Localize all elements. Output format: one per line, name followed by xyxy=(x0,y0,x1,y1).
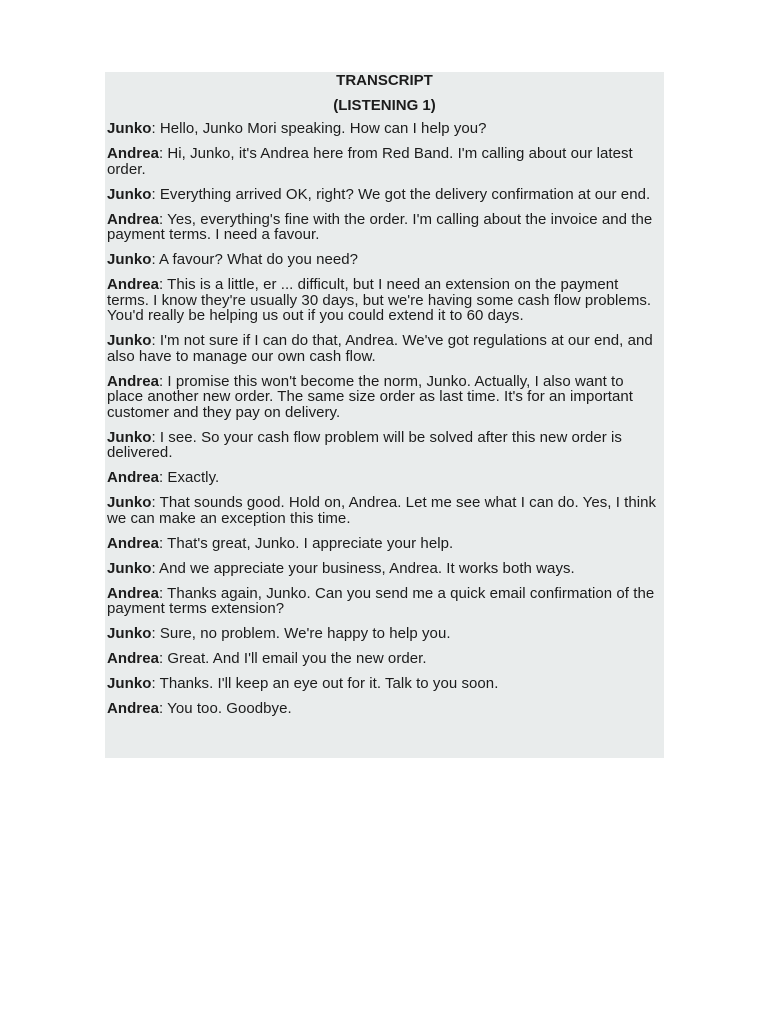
speaker-name: Andrea xyxy=(107,372,159,390)
dialogue-line xyxy=(107,430,662,461)
dialogue-text: : Thanks. I'll keep an eye out for it. Talk to you soon. xyxy=(151,675,499,692)
speaker-name: Andrea xyxy=(107,534,159,552)
speaker-name: Andrea xyxy=(107,210,159,228)
dialogue-text: : This is a little, er ... difficult, but I need an extension on the payment terms. I know they're usually 30 days, but we're having some cash flow problems. You'd really be helping us out if you could extend it to 60 days. xyxy=(107,276,652,324)
dialogue-text: : Hi, Junko, it's Andrea here from Red Band. I'm calling about our latest order. xyxy=(107,145,633,178)
speaker-name: Junko xyxy=(107,494,152,511)
dialogue-text: : I see. So your cash flow problem will be solved after this new order is delivered. xyxy=(107,428,622,461)
dialogue-line xyxy=(107,536,662,552)
dialogue-line xyxy=(107,676,662,692)
dialogue-text: : A favour? What do you need? xyxy=(151,251,359,268)
dialogue-line xyxy=(107,212,662,243)
dialogue-line xyxy=(107,121,662,137)
dialogue-line xyxy=(107,495,662,526)
speaker-name: Andrea xyxy=(107,700,159,717)
dialogue-text: : Yes, everything's fine with the order. I'm calling about the invoice and the payment terms. I need a favour. xyxy=(107,210,653,243)
dialogue-line xyxy=(107,470,662,486)
dialogue-line xyxy=(107,626,662,642)
speaker-name: Junko xyxy=(107,428,152,446)
dialogue-line xyxy=(107,586,662,617)
dialogue-text: : Sure, no problem. We're happy to help you. xyxy=(151,625,451,642)
speaker-name: Junko xyxy=(107,625,152,642)
speaker-name: Andrea xyxy=(107,145,159,162)
dialogue-text: : Thanks again, Junko. Can you send me a quick email confirmation of the payment terms extension? xyxy=(107,584,655,617)
dialogue-line xyxy=(107,187,662,203)
speaker-name: Junko xyxy=(107,559,152,577)
dialogue-text: : Great. And I'll email you the new order. xyxy=(158,650,427,667)
speaker-name: Junko xyxy=(107,675,152,692)
dialogue-text: : That's great, Junko. I appreciate your help. xyxy=(158,534,454,552)
speaker-name: Junko xyxy=(107,120,152,137)
speaker-name: Junko xyxy=(107,332,152,349)
dialogue-line xyxy=(107,374,662,421)
speaker-name: Andrea xyxy=(107,276,159,293)
dialogue-text: : That sounds good. Hold on, Andrea. Let me see what I can do. Yes, I think we can make an exception this time. xyxy=(107,494,657,527)
speaker-name: Andrea xyxy=(107,584,159,602)
transcript-panel xyxy=(105,72,664,758)
dialogue-line xyxy=(107,146,662,177)
dialogue-text: : You too. Goodbye. xyxy=(158,700,292,717)
transcript-title: TRANSCRIPT xyxy=(336,72,433,89)
dialogue-line xyxy=(107,277,662,324)
speaker-name: Junko xyxy=(107,185,152,203)
dialogue-text: : And we appreciate your business, Andrea. It works both ways. xyxy=(151,559,575,577)
dialogue-text: : Everything arrived OK, right? We got the delivery confirmation at our end. xyxy=(151,185,651,203)
speaker-name: Andrea xyxy=(107,469,159,486)
transcript-subtitle: (LISTENING 1) xyxy=(333,97,436,114)
dialogue-text: : I'm not sure if I can do that, Andrea. We've got regulations at our end, and also have to manage our own cash flow. xyxy=(107,332,653,365)
dialogue-text: : I promise this won't become the norm, Junko. Actually, I also want to place another new order. The same size order as last time. It's for an important customer and they pay on delivery. xyxy=(107,372,634,421)
speaker-name: Junko xyxy=(107,251,152,268)
dialogue-line xyxy=(107,561,662,577)
dialogue-text: : Exactly. xyxy=(158,469,220,486)
dialogue-text: : Hello, Junko Mori speaking. How can I help you? xyxy=(151,120,487,137)
dialogue-line xyxy=(107,701,662,717)
dialogue-line xyxy=(107,252,662,268)
dialogue-line xyxy=(107,333,662,364)
dialogue-line xyxy=(107,651,662,667)
speaker-name: Andrea xyxy=(107,650,159,667)
